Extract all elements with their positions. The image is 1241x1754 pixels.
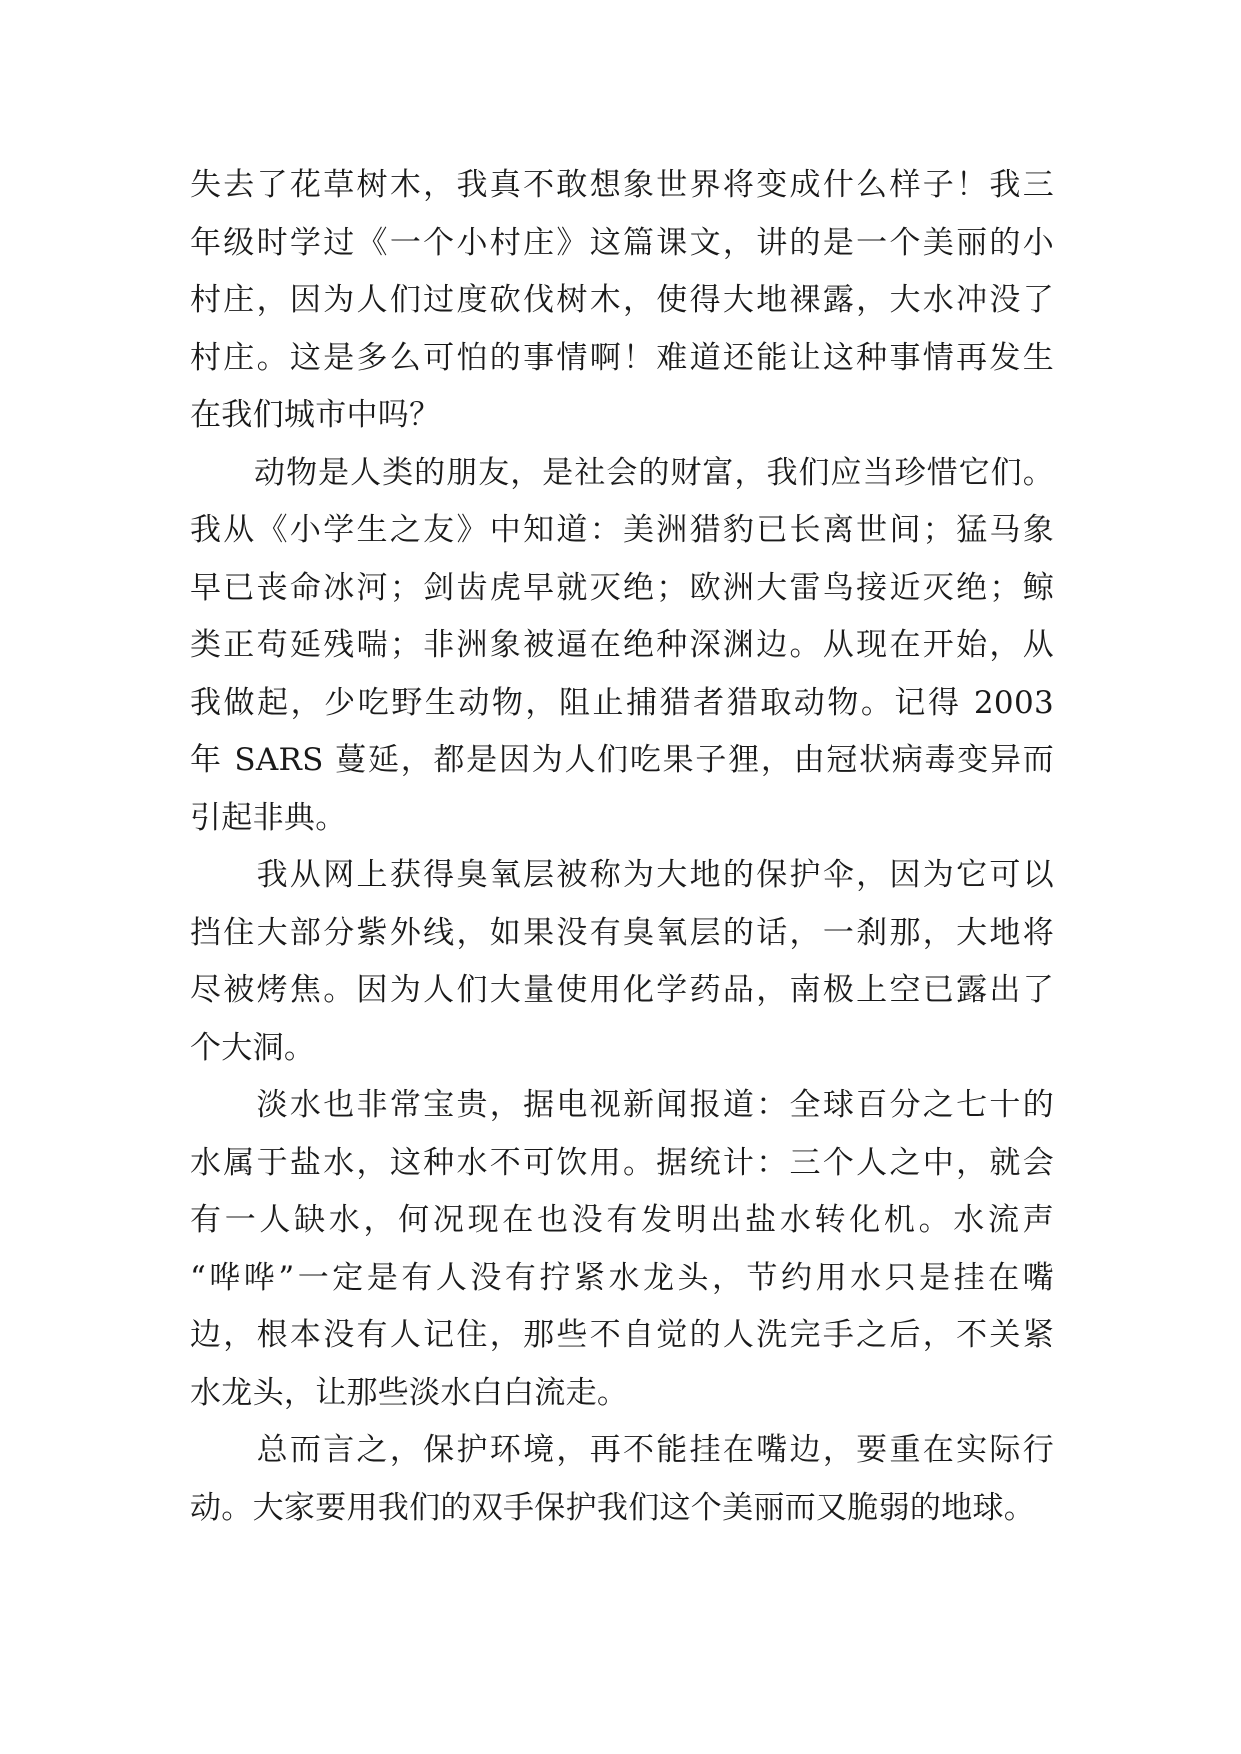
paragraph-p3 (190, 847, 1054, 1077)
text-line: 边，根本没有人记住，那些不自觉的人洗完手之后，不关紧 (190, 1317, 1054, 1353)
text-line: 类正苟延残喘；非洲象被逼在绝种深渊边。从现在开始，从 (190, 627, 1054, 663)
text-line: 淡水也非常宝贵，据电视新闻报道：全球百分之七十的 (190, 1087, 1054, 1123)
text-line: 在我们城市中吗？ (190, 397, 441, 433)
text-line: 我做起，少吃野生动物，阻止捕猎者猎取动物。记得 2003 (190, 684, 1054, 721)
text-line: 引起非典。 (190, 799, 347, 836)
document-body (190, 157, 1054, 1537)
text-line: 挡住大部分紫外线，如果没有臭氧层的话，一刹那，大地将 (190, 914, 1054, 951)
text-line: 村庄，因为人们过度砍伐树木，使得大地裸露，大水冲没了 (190, 282, 1054, 318)
paragraph-p2 (190, 445, 1054, 848)
text-line: 水龙头，让那些淡水白白流走。 (190, 1374, 629, 1411)
text-line: 村庄。这是多么可怕的事情啊！难道还能让这种事情再发生 (190, 339, 1054, 376)
text-line: 总而言之，保护环境，再不能挂在嘴边，要重在实际行 (190, 1432, 1054, 1468)
text-line: “哗哗”一定是有人没有拧紧水龙头，节约用水只是挂在嘴 (190, 1259, 1054, 1296)
text-line: 动。大家要用我们的双手保护我们这个美丽而又脆弱的地球。 (190, 1489, 1036, 1526)
text-line: 我从网上获得臭氧层被称为大地的保护伞，因为它可以 (190, 857, 1054, 893)
paragraph-p5 (190, 1422, 1054, 1537)
paragraph-p4 (190, 1077, 1054, 1422)
text-line: 早已丧命冰河；剑齿虎早就灭绝；欧洲大雷鸟接近灭绝；鲸 (190, 569, 1054, 606)
text-line: 尽被烤焦。因为人们大量使用化学药品，南极上空已露出了 (190, 972, 1054, 1008)
text-line: 我从《小学生之友》中知道：美洲猎豹已长离世间；猛马象 (190, 512, 1054, 548)
text-line: 失去了花草树木，我真不敢想象世界将变成什么样子！我三 (190, 167, 1054, 203)
text-line: 年级时学过《一个小村庄》这篇课文，讲的是一个美丽的小 (190, 224, 1054, 261)
text-line: 年 SARS 蔓延，都是因为人们吃果子狸，由冠状病毒变异而 (190, 742, 1054, 778)
text-line: 有一人缺水，何况现在也没有发明出盐水转化机。水流声 (190, 1202, 1054, 1238)
text-line: 动物是人类的朋友，是社会的财富，我们应当珍惜它们。 (190, 454, 1054, 491)
paragraph-p1 (190, 157, 1054, 445)
text-line: 水属于盐水，这种水不可饮用。据统计：三个人之中，就会 (190, 1144, 1054, 1181)
text-line: 个大洞。 (190, 1029, 316, 1066)
